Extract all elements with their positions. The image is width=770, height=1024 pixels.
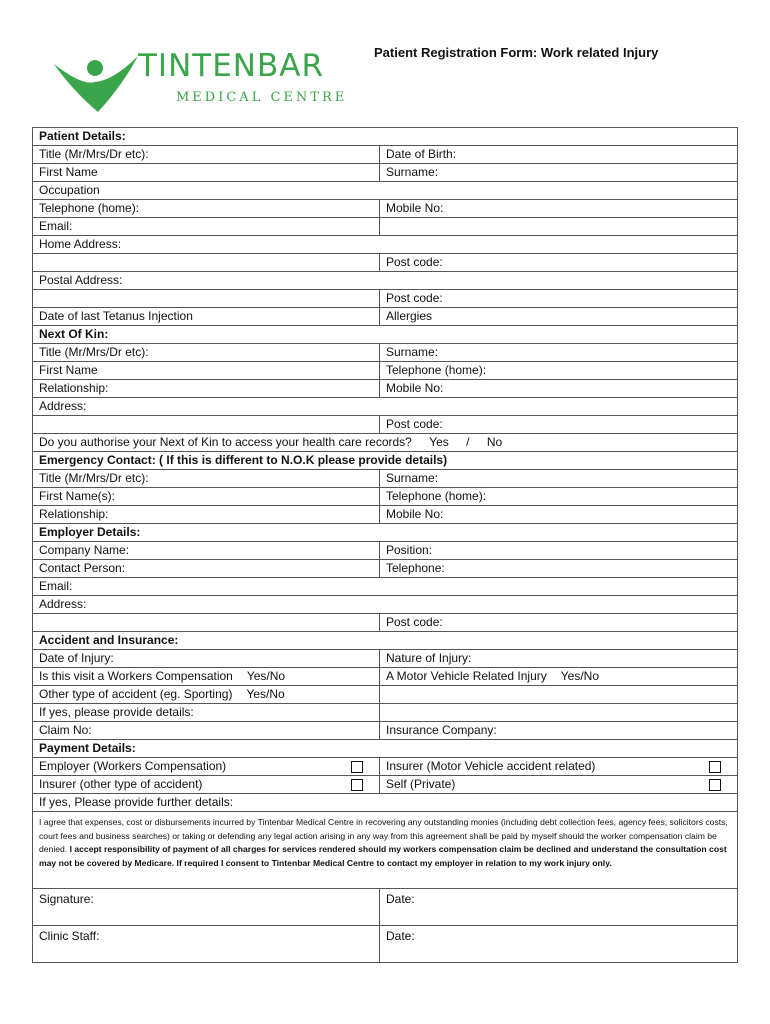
employer-telephone-field[interactable]: Telephone: <box>380 560 738 578</box>
payment-insurer-motor-label: Insurer (Motor Vehicle accident related) <box>386 759 596 773</box>
employer-details-heading: Employer Details: <box>33 524 738 542</box>
payment-employer-checkbox[interactable] <box>351 761 363 773</box>
patient-postal-address-line2[interactable] <box>33 290 380 308</box>
patient-first-name-field[interactable]: First Name <box>33 164 380 182</box>
accident-heading: Accident and Insurance: <box>33 632 738 650</box>
nok-authorise-slash: / <box>466 435 470 449</box>
nok-postcode-field[interactable]: Post code: <box>380 416 738 434</box>
patient-tel-home-field[interactable]: Telephone (home): <box>33 200 380 218</box>
employer-address-field[interactable]: Address: <box>33 596 738 614</box>
payment-employer-row <box>33 758 380 776</box>
nok-relationship-field[interactable]: Relationship: <box>33 380 380 398</box>
terms-text: I agree that expenses, cost or disbursements incurred by Tintenbar Medical Centre in recovering any outstanding monies (including debt collection fees, agency fees, solicitors costs, court fees and business searches) or taking or defending any legal action arising in any way from this agreement shall be paid by myself should the worker compensation claim be denied. <box>39 817 728 855</box>
employer-position-field[interactable]: Position: <box>380 542 738 560</box>
payment-self-row <box>380 776 738 794</box>
logo-subtitle: MEDICAL CENTRE <box>176 90 348 105</box>
payment-insurer-other-row <box>33 776 380 794</box>
ec-mobile-field[interactable]: Mobile No: <box>380 506 738 524</box>
other-accident-extra[interactable] <box>380 686 738 704</box>
patient-home-address-field[interactable]: Home Address: <box>33 236 738 254</box>
nok-mobile-field[interactable]: Mobile No: <box>380 380 738 398</box>
other-accident-yes-no[interactable]: Yes/No <box>246 687 285 701</box>
patient-postal-address-field[interactable]: Postal Address: <box>33 272 738 290</box>
motor-vehicle-label: A Motor Vehicle Related Injury <box>386 669 547 683</box>
ec-relationship-field[interactable]: Relationship: <box>33 506 380 524</box>
workers-comp-label: Is this visit a Workers Compensation <box>39 669 233 683</box>
accident-date-field[interactable]: Date of Injury: <box>33 650 380 668</box>
signature-date-field[interactable]: Date: <box>380 889 738 926</box>
payment-employer-label: Employer (Workers Compensation) <box>39 759 227 773</box>
terms-bold-text: I accept responsibility of payment of all charges for services rendered should my workers compensation claim be declined and understand the consultation cost may not be covered by Medicare. If required I consent to Tintenbar Medical Centre to contact my employer in relation to my work injury only. <box>39 844 727 868</box>
patient-postcode-field[interactable]: Post code: <box>380 254 738 272</box>
payment-self-checkbox[interactable] <box>709 779 721 791</box>
other-accident-row <box>33 686 380 704</box>
nok-address-line2[interactable] <box>33 416 380 434</box>
ec-tel-home-field[interactable]: Telephone (home): <box>380 488 738 506</box>
nok-surname-field[interactable]: Surname: <box>380 344 738 362</box>
clinic-staff-date-field[interactable]: Date: <box>380 926 738 963</box>
patient-home-address-line2[interactable] <box>33 254 380 272</box>
payment-insurer-other-checkbox[interactable] <box>351 779 363 791</box>
clinic-staff-field[interactable]: Clinic Staff: <box>33 926 380 963</box>
nok-first-name-field[interactable]: First Name <box>33 362 380 380</box>
patient-email-field[interactable]: Email: <box>33 218 380 236</box>
patient-dob-field[interactable]: Date of Birth: <box>380 146 738 164</box>
ec-title-field[interactable]: Title (Mr/Mrs/Dr etc): <box>33 470 380 488</box>
next-of-kin-heading: Next Of Kin: <box>33 326 738 344</box>
nok-title-field[interactable]: Title (Mr/Mrs/Dr etc): <box>33 344 380 362</box>
claim-no-field[interactable]: Claim No: <box>33 722 380 740</box>
employer-email-field[interactable]: Email: <box>33 578 738 596</box>
other-accident-label: Other type of accident (eg. Sporting) <box>39 687 233 701</box>
logo-wordmark: TINTENBAR <box>138 48 324 84</box>
insurance-company-field[interactable]: Insurance Company: <box>380 722 738 740</box>
page-title: Patient Registration Form: Work related Injury <box>374 45 659 60</box>
patient-occupation-field[interactable]: Occupation <box>33 182 738 200</box>
employer-company-field[interactable]: Company Name: <box>33 542 380 560</box>
patient-surname-field[interactable]: Surname: <box>380 164 738 182</box>
patient-postal-postcode-field[interactable]: Post code: <box>380 290 738 308</box>
emergency-contact-heading: Emergency Contact: ( If this is different to N.O.K please provide details) <box>33 452 738 470</box>
nok-authorise-no[interactable]: No <box>486 435 503 449</box>
employer-postcode-field[interactable]: Post code: <box>380 614 738 632</box>
nok-authorise-row <box>33 434 738 452</box>
patient-allergies-field[interactable]: Allergies <box>380 308 738 326</box>
payment-self-label: Self (Private) <box>386 777 456 791</box>
payment-insurer-motor-checkbox[interactable] <box>709 761 721 773</box>
patient-tetanus-field[interactable]: Date of last Tetanus Injection <box>33 308 380 326</box>
nok-authorise-yes[interactable]: Yes <box>429 435 449 449</box>
patient-details-heading: Patient Details: <box>33 128 738 146</box>
nok-authorise-question: Do you authorise your Next of Kin to access your health care records? <box>39 435 412 449</box>
patient-title-field[interactable]: Title (Mr/Mrs/Dr etc): <box>33 146 380 164</box>
nok-tel-home-field[interactable]: Telephone (home): <box>380 362 738 380</box>
accident-details-extra[interactable] <box>380 704 738 722</box>
workers-comp-yes-no[interactable]: Yes/No <box>246 669 286 683</box>
ec-surname-field[interactable]: Surname: <box>380 470 738 488</box>
workers-comp-row <box>33 668 380 686</box>
employer-contact-field[interactable]: Contact Person: <box>33 560 380 578</box>
nok-address-field[interactable]: Address: <box>33 398 738 416</box>
employer-address-line2[interactable] <box>33 614 380 632</box>
payment-details-heading: Payment Details: <box>33 740 738 758</box>
ec-first-names-field[interactable]: First Name(s): <box>33 488 380 506</box>
signature-field[interactable]: Signature: <box>33 889 380 926</box>
payment-further-details-field[interactable]: If yes, Please provide further details: <box>33 794 738 812</box>
patient-mobile-field[interactable]: Mobile No: <box>380 200 738 218</box>
payment-insurer-motor-row <box>380 758 738 776</box>
logo-swoosh-icon <box>52 46 142 116</box>
accident-nature-field[interactable]: Nature of Injury: <box>380 650 738 668</box>
motor-vehicle-yes-no[interactable]: Yes/No <box>560 669 600 683</box>
terms-paragraph <box>33 812 738 889</box>
accident-details-field[interactable]: If yes, please provide details: <box>33 704 380 722</box>
payment-insurer-other-label: Insurer (other type of accident) <box>39 777 203 791</box>
patient-email-extra[interactable] <box>380 218 738 236</box>
motor-vehicle-row <box>380 668 738 686</box>
registration-form <box>32 127 738 963</box>
